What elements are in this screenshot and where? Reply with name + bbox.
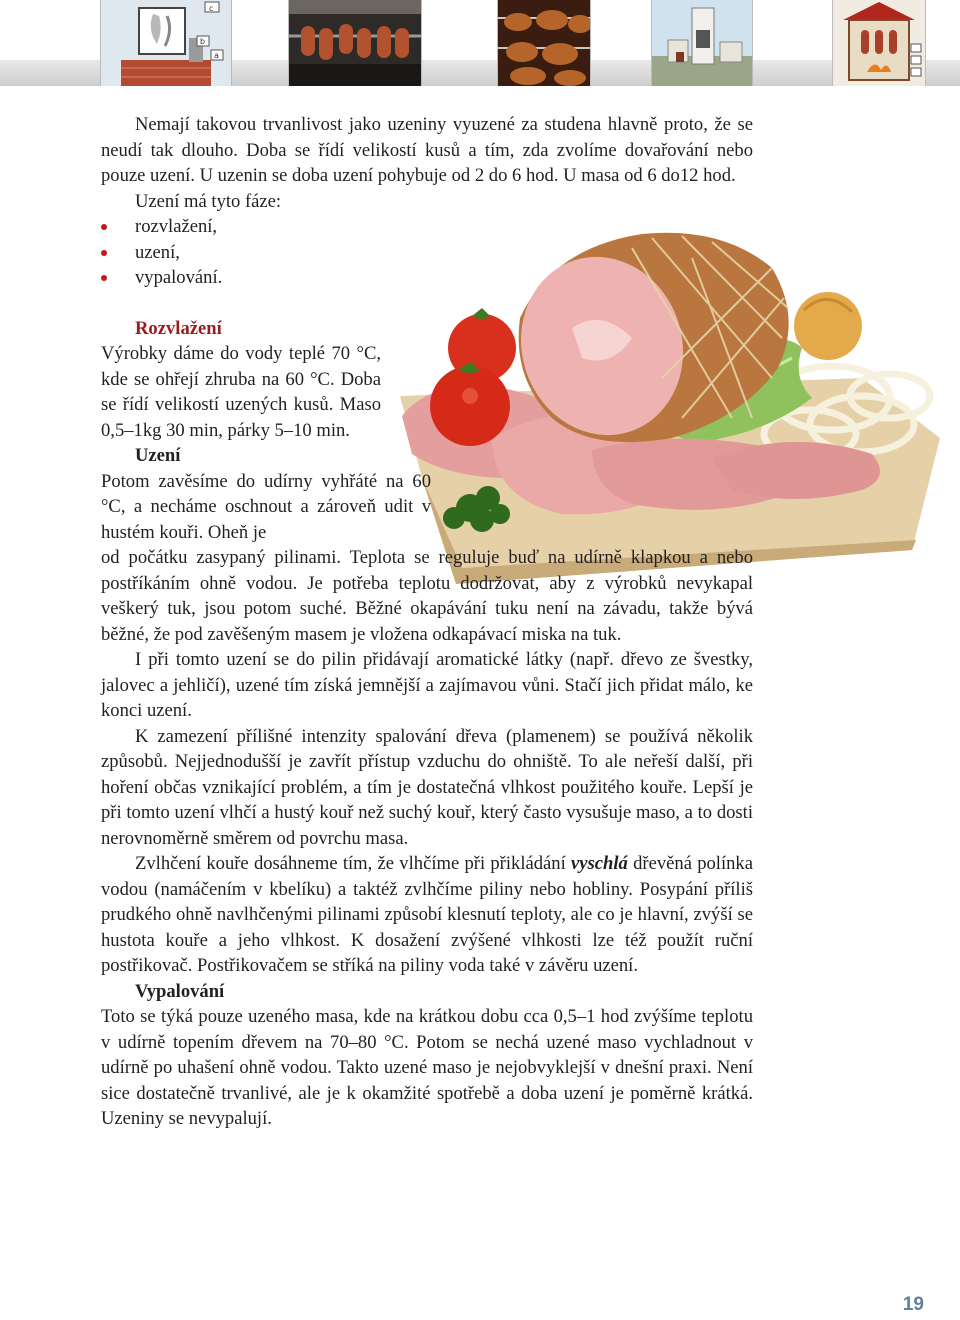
humidity-paragraph bbox=[101, 851, 753, 979]
thumbnail-smokehouse-section bbox=[832, 0, 926, 86]
article-body bbox=[101, 112, 753, 1132]
header-thumbnail-strip bbox=[0, 0, 960, 92]
phase-item: rozvlažení, bbox=[101, 214, 753, 240]
vypalovani-paragraph: Toto se týká pouze uzeného masa, kde na krátkou dobu cca 0,5–1 hod zvýšíme teplotu v udírně topením dřevem na 70–80 °C. Potom se nechá uzené maso vychladnout v udírně po uhašení ohně vodou. Takto uzené maso je nejobvyklejší v dnešní praxi. Není sice dostatečně trvanlivé, ale je k okamžité spotřebě a doba uzení je poměrně krátká. Uzeniny se nevypalují. bbox=[101, 1006, 753, 1129]
page-number: 19 bbox=[902, 1294, 924, 1315]
thumbnail-skewered-meat bbox=[497, 0, 591, 86]
phases-intro: Uzení má tyto fáze: bbox=[135, 190, 282, 212]
uzeni-paragraph-part-a: Potom zavěsíme do udírny vyhřáté na 60 °C, a necháme oschnout a zároveň udit v hustém kouři. Oheň je bbox=[101, 470, 431, 543]
heading-vypalovani: Vypalování bbox=[135, 980, 225, 1002]
thumbnail-cold-smokehouse bbox=[100, 0, 232, 86]
diagram-label-b: b bbox=[200, 37, 206, 46]
rozvlazeni-paragraph: Výrobky dáme do vody teplé 70 °C, kde se ohřejí zhruba na 60 °C. Doba se řídí velikostí uzených kusů. Maso 0,5–1kg 30 min, párky 5–10 min. bbox=[101, 343, 381, 441]
humidity-emphasis: vyschlá bbox=[571, 853, 628, 874]
phase-item: uzení, bbox=[101, 240, 753, 266]
humidity-text-before: Zvlhčení kouře dosáhneme tím, že vlhčíme při přikládání bbox=[135, 853, 566, 874]
thumbnail-sausages bbox=[288, 0, 422, 86]
flame-paragraph: K zamezení přílišné intenzity spalování dřeva (plamenem) se používá několik způsobů. Nejjednodušší je zavřít přístup vzduchu do ohniště. To ale neřeší další, při hoření občas vznikající problém, a tím je dostatečná vlhkost použitého kouře. Lepší je při tomto uzení vlhčí a hustý kouř než suchý kouř, který často vysušuje maso, a to dosti nerovnoměrně směrem od povrchu masa. bbox=[101, 725, 753, 849]
heading-uzeni: Uzení bbox=[135, 445, 181, 466]
aromatic-paragraph: I při tomto uzení se do pilin přidávají aromatické látky (např. dřevo ze švestky, jalovec a jehličí), uzené tím získá jemnější a zajímavou vůni. Stačí jich přidat málo, ke konci uzení. bbox=[101, 649, 753, 721]
heading-rozvlazeni: Rozvlažení bbox=[135, 317, 222, 339]
humidity-text-after: dřevěná polínka vodou (namáčením v kbelíku) a taktéž zvlhčíme piliny nebo hobliny. Posypání příliš prudkého ohně navlhčenými pilinami způsobí klesnutí teploty, ale co je hlavní, zvýší se hustota kouře a jeho vlhkost. K dosažení zvýšené vlhkosti lze též použít ruční postřikovač. Postřikovačem se stříká na piliny voda také v závěru uzení. bbox=[101, 853, 753, 976]
diagram-label-c: c bbox=[209, 4, 214, 13]
phase-item: vypalování. bbox=[101, 265, 753, 291]
diagram-label-a: a bbox=[214, 51, 219, 60]
thumbnail-smokehouse-building bbox=[651, 0, 753, 86]
phases-list bbox=[101, 214, 753, 291]
intro-paragraph: Nemají takovou trvanlivost jako uzeniny vyuzené za studena hlavně proto, že se neudí tak dlouho. Doba se řídí velikostí kusů a tím, zda zvolíme dovařování nebo pouze uzení. U uzenin se doba uzení pohybuje od 2 do 6 hod. U masa od 6 do12 hod. bbox=[101, 114, 753, 186]
uzeni-paragraph-part-b: od počátku zasypaný pilinami. Teplota se reguluje buď na udírně klapkou a nebo postříkáním ohně vodou. Je potřeba teplotu dodržovat, aby z výrobků nevykapal veškerý tuk, jsou potom suché. Běžné okapávání tuku není na závadu, takže bývá běžné, že pod zavěšeným masem je vložena odkapávací miska na tuk. bbox=[101, 547, 753, 645]
